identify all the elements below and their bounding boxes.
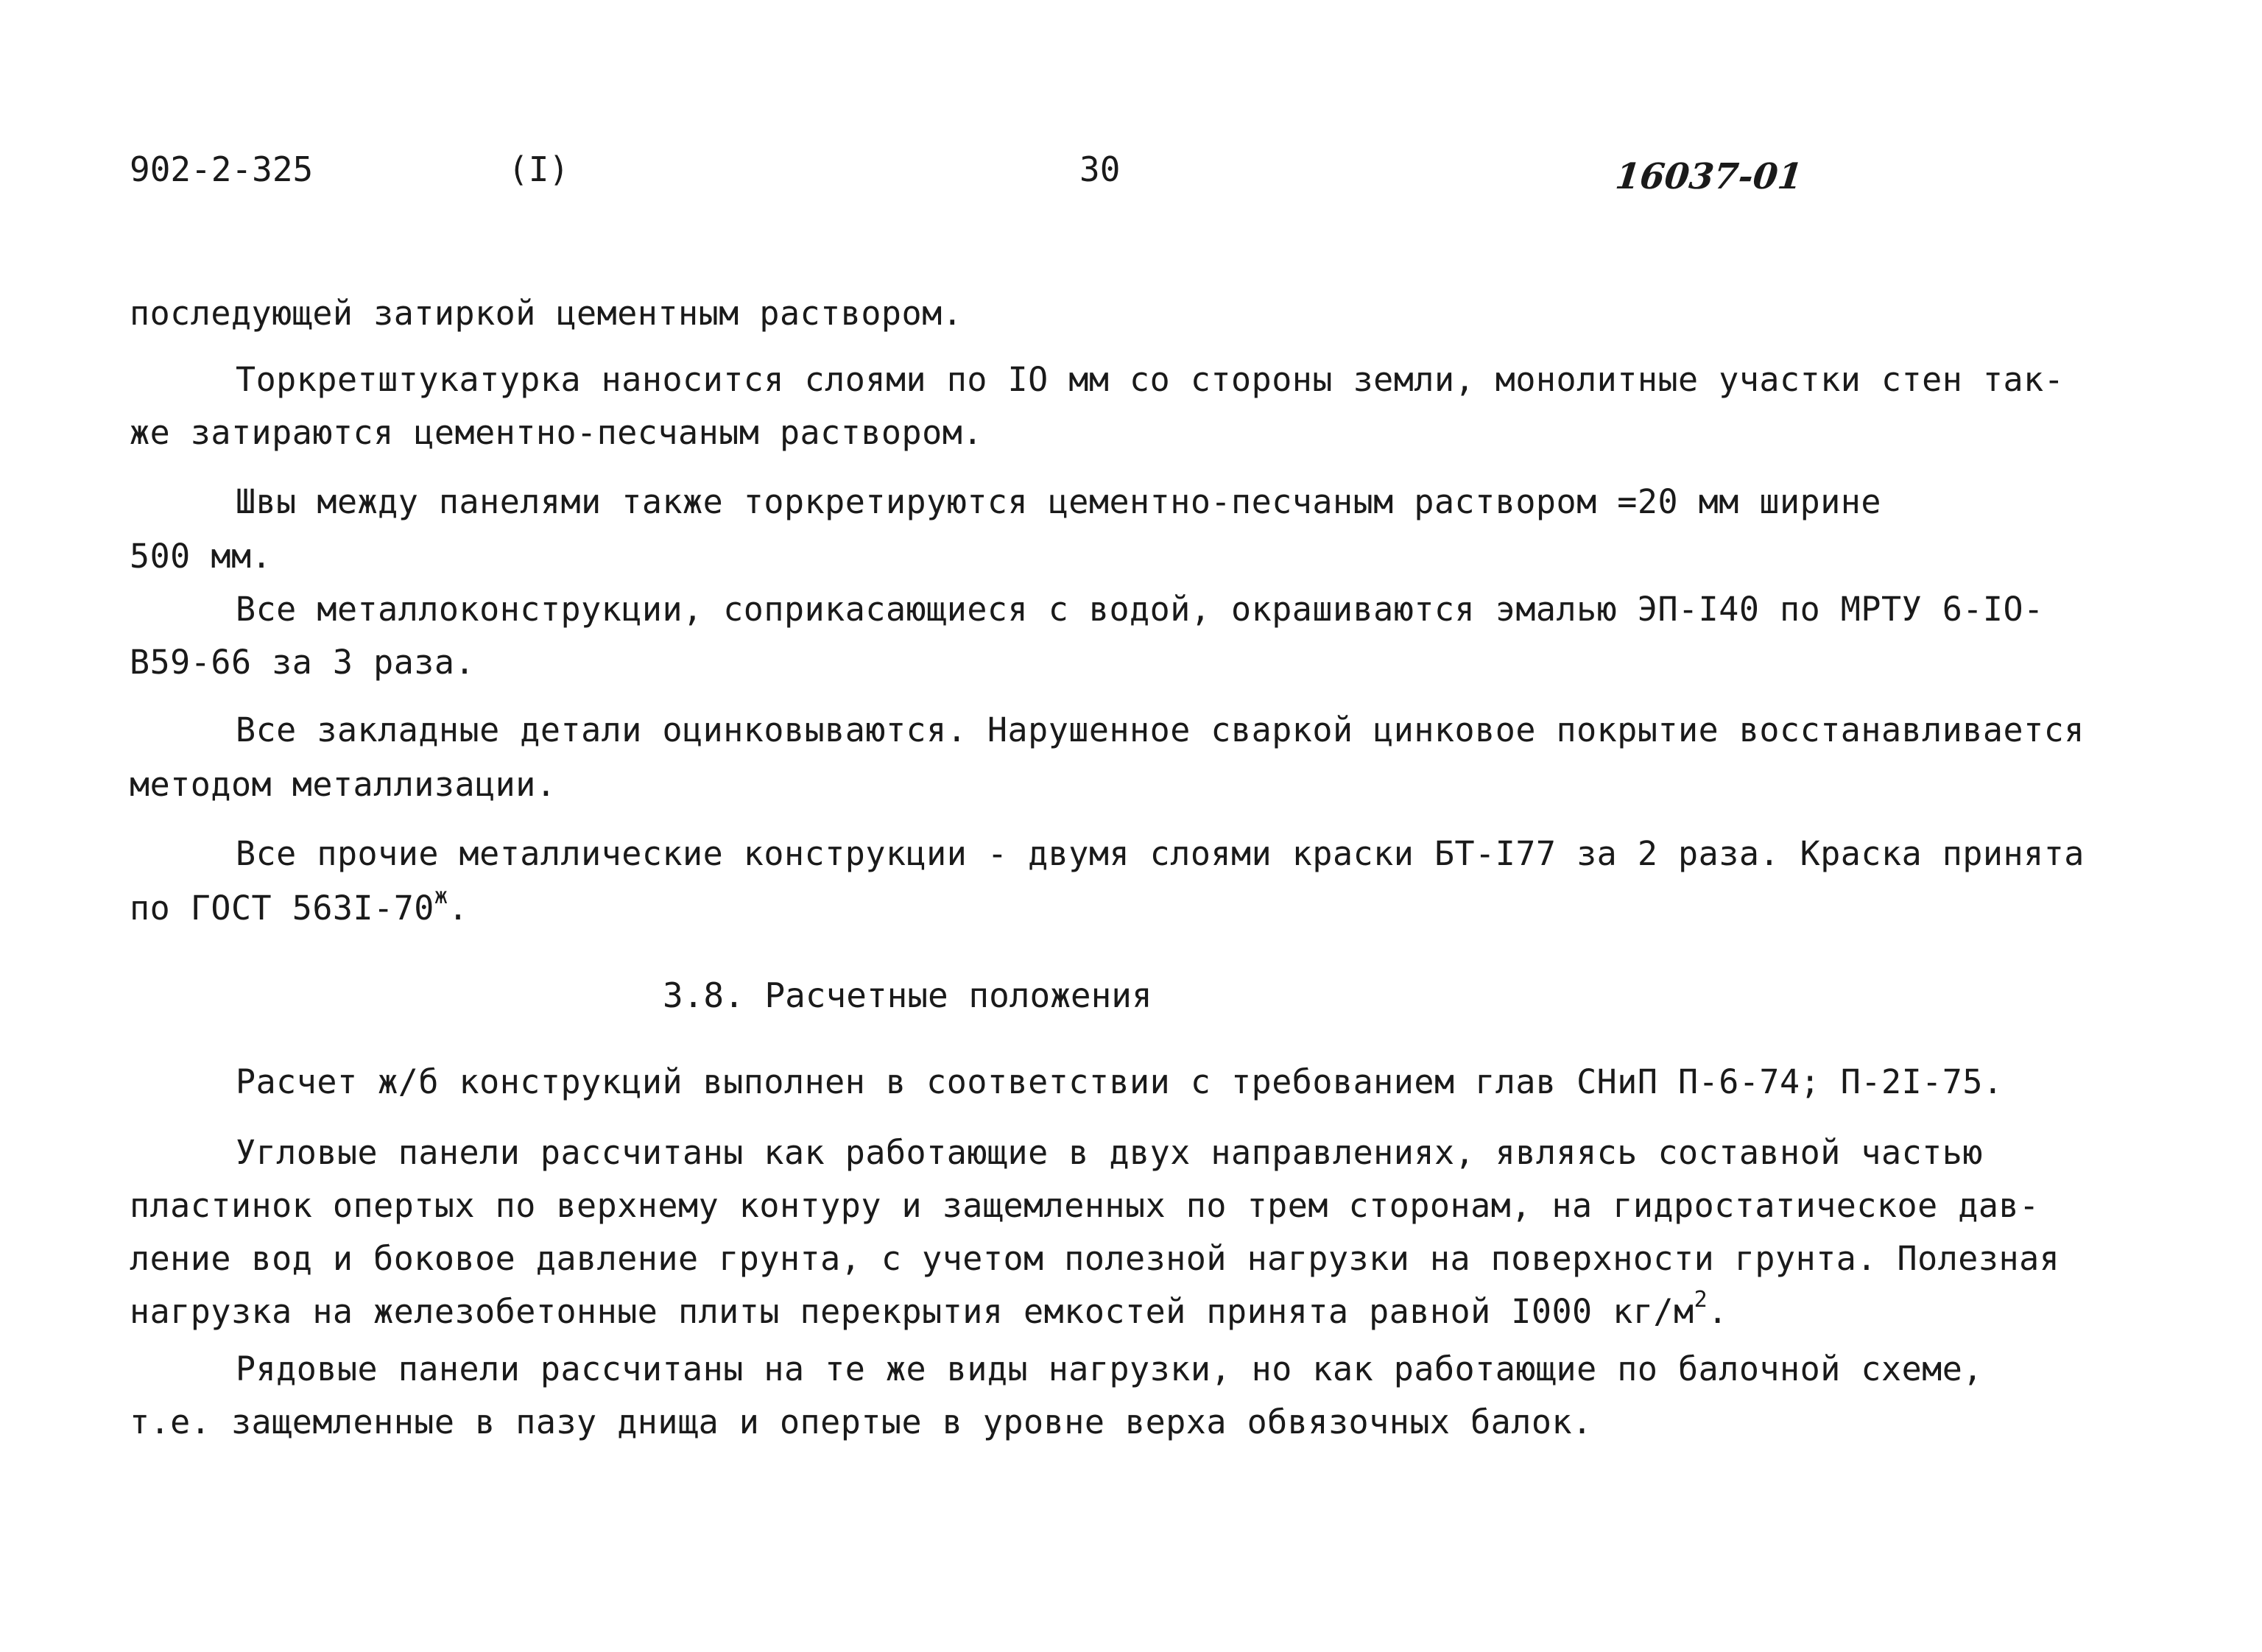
paragraph-9-line-1: Рядовые панели рассчитаны на те же виды нагрузки, но как работающие по балочной схеме, <box>236 1349 1983 1388</box>
line-end-period: . <box>448 889 469 928</box>
paragraph-4-line-2: В59-66 за 3 раза. <box>130 643 476 682</box>
load-value-text: нагрузка на железобетонные плиты перекрытия емкостей принята равной I000 кг/м <box>130 1292 1694 1331</box>
paragraph-6-line-2 <box>130 882 468 935</box>
paragraph-8-line-1: Угловые панели рассчитаны как работающие в двух направлениях, являясь составной частью <box>236 1133 1983 1172</box>
unit-superscript: 2 <box>1694 1287 1708 1313</box>
paragraph-1-line-1: последующей затиркой цементным раствором. <box>130 294 963 333</box>
document-part: (I) <box>508 149 570 189</box>
document-code: 902-2-325 <box>130 149 314 189</box>
paragraph-5-line-2: методом металлизации. <box>130 765 557 804</box>
paragraph-7-line-1: Расчет ж/б конструкций выполнен в соответствии с требованием глав СНиП П-6-74; П-2I-75. <box>236 1062 2004 1101</box>
paragraph-2-line-2: же затираются цементно-песчаным раствором. <box>130 413 983 452</box>
handwritten-stamp: 16037-01 <box>1613 156 1805 197</box>
section-heading: 3.8. Расчетные положения <box>663 975 1152 1015</box>
paragraph-3-line-2: 500 мм. <box>130 537 272 576</box>
line-end-period: . <box>1708 1292 1728 1331</box>
page-number: 30 <box>1079 149 1121 189</box>
gost-superscript: ж <box>434 883 448 909</box>
paragraph-5-line-1: Все закладные детали оцинковываются. Нарушенное сваркой цинковое покрытие восстанавливается <box>236 710 2085 749</box>
paragraph-6-line-1: Все прочие металлические конструкции - двумя слоями краски БТ-I77 за 2 раза. Краска принята <box>236 834 2085 873</box>
paragraph-2-line-1: Торкретштукатурка наносится слоями по IO мм со стороны земли, монолитные участки стен так- <box>236 360 2065 399</box>
paragraph-8-line-4 <box>130 1285 1728 1338</box>
paragraph-8-line-3: ление вод и боковое давление грунта, с учетом полезной нагрузки на поверхности грунта. Полезная <box>130 1239 2060 1278</box>
paragraph-9-line-2: т.е. защемленные в пазу днища и опертые в уровне верха обвязочных балок. <box>130 1402 1593 1441</box>
paragraph-4-line-1: Все металлоконструкции, соприкасающиеся с водой, окрашиваются эмалью ЭП-I40 по МРТУ 6-IO- <box>236 590 2044 629</box>
gost-reference: по ГОСТ 563I-70 <box>130 889 434 928</box>
paragraph-8-line-2: пластинок опертых по верхнему контуру и защемленных по трем сторонам, на гидростатическое дав- <box>130 1186 2040 1225</box>
paragraph-3-line-1: Швы между панелями также торкретируются цементно-песчаным раствором =20 мм ширине <box>236 482 1881 521</box>
